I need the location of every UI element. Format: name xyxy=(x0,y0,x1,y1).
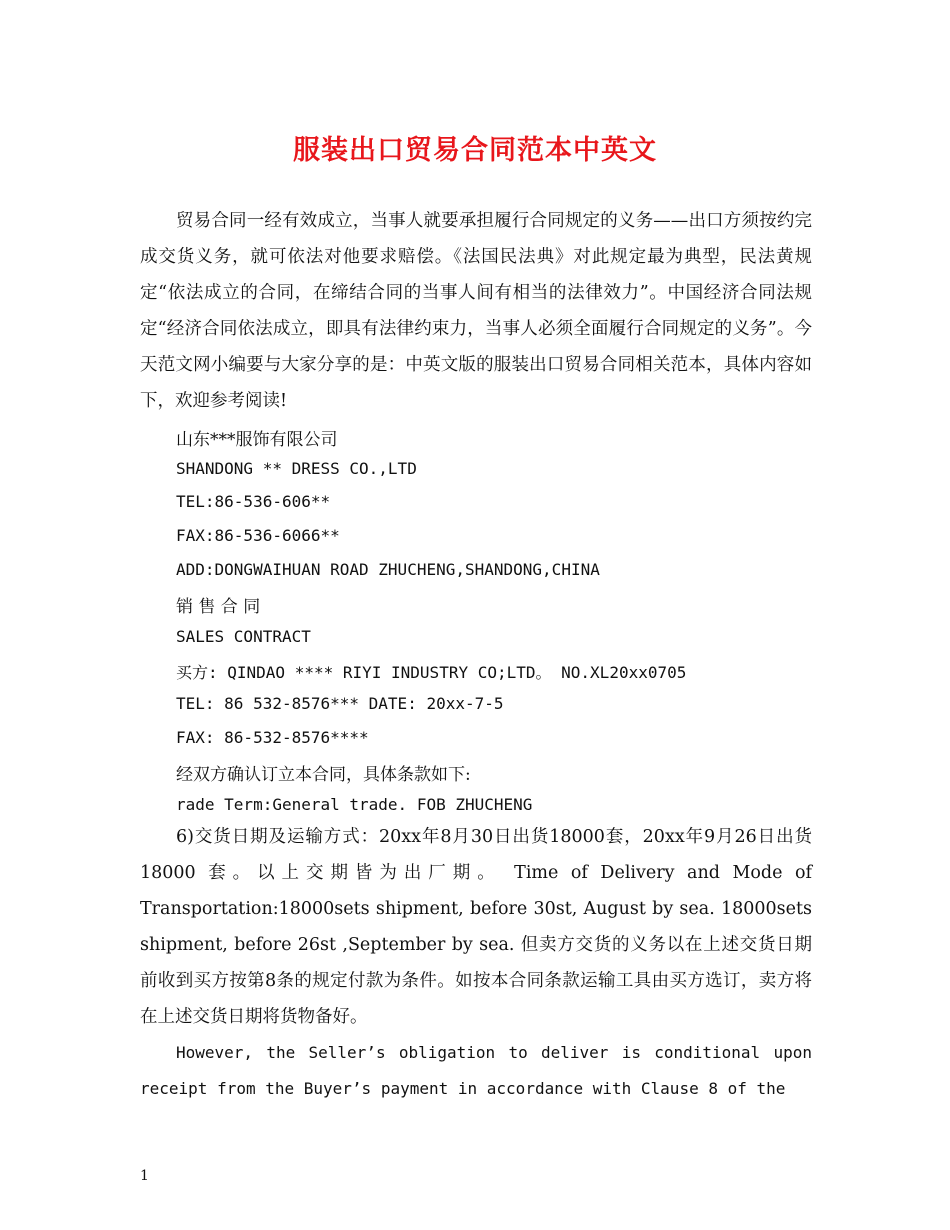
seller-name-cn: 山东***服饰有限公司 xyxy=(176,430,338,450)
terms-intro: 经双方确认订立本合同，具体条款如下: xyxy=(176,765,471,785)
contract-heading-en: SALES CONTRACT xyxy=(176,627,311,646)
seller-address: ADD:DONGWAIHUAN ROAD ZHUCHENG,SHANDONG,CHINA xyxy=(176,560,600,579)
buyer-fax: FAX: 86-532-8576**** xyxy=(176,728,369,747)
seller-fax: FAX:86-536-6066** xyxy=(176,526,340,545)
seller-tel: TEL:86-536-606** xyxy=(176,492,331,511)
however-paragraph: However, the Seller’s obligation to deliver is conditional upon receipt from the Buyer’s payment in accordance with Clause 8 of the xyxy=(140,1043,812,1098)
buyer-tel-date: TEL: 86 532-8576*** DATE: 20xx-7-5 xyxy=(176,694,504,713)
buyer-line: 买方: QINDAO **** RIYI INDUSTRY CO;LTD。 NO.XL20xx0705 xyxy=(176,663,687,682)
contract-heading-cn: 销 售 合 同 xyxy=(176,597,261,617)
intro-paragraph: 贸易合同一经有效成立，当事人就要承担履行合同规定的义务——出口方须按约完成交货义务，就可依法对他要求赔偿。《法国民法典》对此规定最为典型，民法黄规定“依法成立的合同，在缔结合同的当事人间有相当的法律效力”。中国经济合同法规定“经济合同依法成立，即具有法律约束力，当事人必须全面履行合同规定的义务”。今天范文网小编要与大家分享的是：中英文版的服装出口贸易合同相关范本，具体内容如下，欢迎参考阅读! xyxy=(140,211,812,411)
page-number: 1 xyxy=(140,1168,149,1184)
clause-6-paragraph: 6)交货日期及运输方式：20xx年8月30日出货18000套，20xx年9月26日出货 18000 套。以上交期皆为出厂期。 Time of Delivery and Mode of Transportation:18000sets shipment, before 30st, August by sea. 18000sets shipment, before 26st ,September by sea. 但卖方交货的义务以在上述交货日期前收到买方按第8条的规定付款为条件。如按本合同条款运输工具由买方选订，卖方将在上述交货日期将货物备好。 xyxy=(140,827,812,1027)
seller-name-en: SHANDONG ** DRESS CO.,LTD xyxy=(176,459,417,478)
trade-term: rade Term:General trade. FOB ZHUCHENG xyxy=(176,795,533,814)
document-title: 服装出口贸易合同范本中英文 xyxy=(293,135,657,166)
